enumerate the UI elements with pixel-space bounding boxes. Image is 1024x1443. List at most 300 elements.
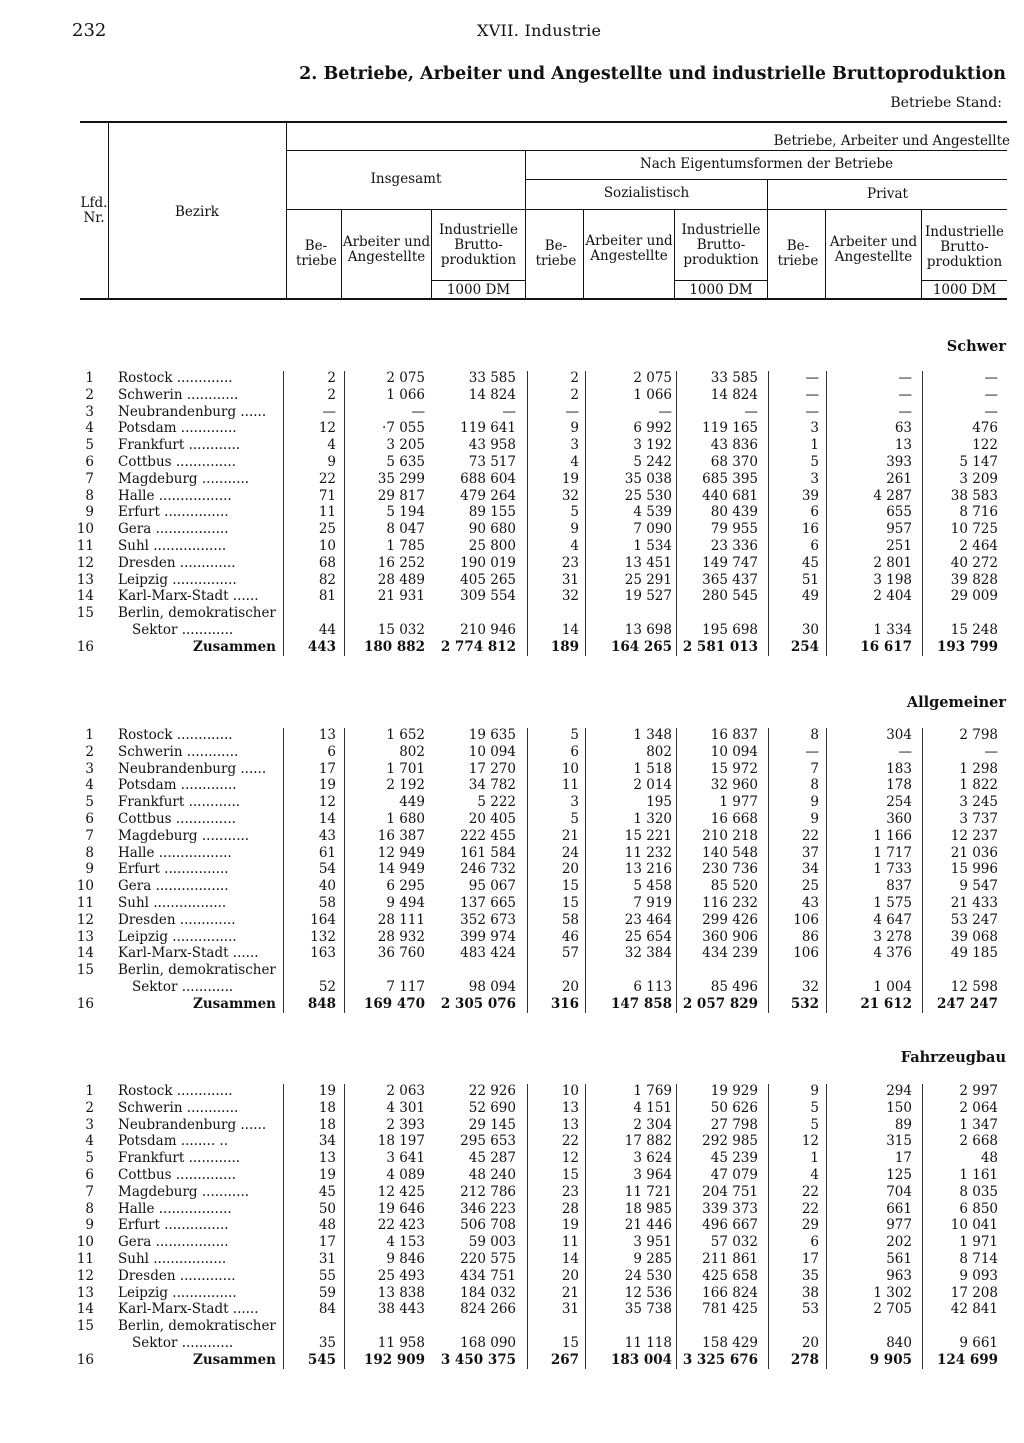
table-cell: 476 bbox=[972, 420, 998, 437]
table-cell: 53 247 bbox=[950, 911, 998, 928]
table-cell: 1 733 bbox=[873, 861, 912, 878]
table-cell: 163 bbox=[310, 945, 336, 962]
table-cell: 10 bbox=[318, 538, 336, 554]
header-produktion-3: Industrielle Brutto- produktion bbox=[924, 224, 1005, 270]
header-group: Betriebe, Arbeiter und Angestellte bbox=[773, 133, 1010, 149]
table-row bbox=[0, 1184, 1024, 1201]
table-cell: 2 064 bbox=[959, 1099, 998, 1116]
table-cell: 14 824 bbox=[710, 386, 758, 403]
row-bezirk: Erfurt ............... bbox=[118, 861, 229, 878]
table-cell: 43 bbox=[801, 895, 819, 911]
table-row bbox=[0, 437, 1024, 454]
table-cell: 781 425 bbox=[702, 1301, 758, 1318]
row-bezirk: Schwerin ............ bbox=[118, 1099, 239, 1116]
table-cell: 21 bbox=[561, 827, 579, 844]
row-bezirk: Potsdam ............. bbox=[118, 420, 237, 437]
row-number: 2 bbox=[85, 386, 94, 403]
row-number: 1 bbox=[85, 370, 94, 386]
table-row bbox=[0, 488, 1024, 505]
table-cell: 158 429 bbox=[702, 1335, 758, 1351]
table-cell: 5 458 bbox=[633, 878, 672, 895]
table-cell: 1 575 bbox=[873, 895, 912, 911]
table-cell: 11 721 bbox=[624, 1183, 672, 1200]
row-bezirk: Cottbus .............. bbox=[118, 811, 236, 827]
table-cell: 13 bbox=[894, 437, 912, 454]
chapter-title: XVII. Industrie bbox=[477, 21, 602, 40]
table-cell: 11 118 bbox=[624, 1335, 672, 1351]
table-cell: 24 bbox=[561, 844, 579, 861]
table-cell: 68 370 bbox=[710, 454, 758, 470]
row-number: 8 bbox=[85, 487, 94, 504]
table-cell: 18 bbox=[318, 1116, 336, 1133]
row-number: 4 bbox=[85, 777, 94, 794]
table-row bbox=[0, 588, 1024, 605]
table-cell: 17 bbox=[894, 1150, 912, 1167]
row-number: 8 bbox=[85, 1200, 94, 1217]
header-eigentum: Nach Eigentumsformen der Betriebe bbox=[639, 156, 894, 172]
row-number: 5 bbox=[85, 1150, 94, 1167]
table-cell: 13 216 bbox=[624, 861, 672, 878]
table-cell: 22 926 bbox=[468, 1083, 516, 1099]
header-produktion-2: Industrielle Brutto- produktion bbox=[681, 222, 761, 268]
row-bezirk: Schwerin ............ bbox=[118, 386, 239, 403]
vrule-3 bbox=[525, 150, 526, 299]
table-cell: 261 bbox=[886, 470, 912, 487]
table-cell: 68 bbox=[318, 554, 336, 571]
table-cell: 28 932 bbox=[377, 928, 425, 945]
row-number: 13 bbox=[76, 1284, 94, 1301]
table-cell: — bbox=[984, 386, 998, 403]
row-bezirk: Karl-Marx-Stadt ...... bbox=[118, 1301, 259, 1318]
table-row bbox=[0, 878, 1024, 895]
table-cell: 22 423 bbox=[377, 1217, 425, 1234]
table-cell: 6 bbox=[570, 743, 579, 760]
table-cell: 21 036 bbox=[950, 844, 998, 861]
table-cell: 147 858 bbox=[610, 995, 672, 1012]
table-cell: 309 554 bbox=[460, 588, 516, 605]
table-cell: 12 536 bbox=[624, 1284, 672, 1301]
table-cell: 19 646 bbox=[377, 1200, 425, 1217]
table-cell: 85 520 bbox=[710, 878, 758, 895]
row-number: 5 bbox=[85, 437, 94, 454]
table-cell: — bbox=[502, 403, 516, 420]
table-cell: 19 527 bbox=[624, 588, 672, 605]
table-cell: 15 248 bbox=[950, 622, 998, 638]
table-cell: 48 bbox=[980, 1150, 998, 1167]
table-row bbox=[0, 1201, 1024, 1218]
table-cell: 483 424 bbox=[460, 945, 516, 962]
column-rule bbox=[826, 728, 827, 1013]
table-cell: 2 063 bbox=[386, 1083, 425, 1099]
table-cell: 37 bbox=[801, 844, 819, 861]
table-row-label bbox=[0, 962, 1024, 979]
table-cell: 11 bbox=[561, 777, 579, 794]
table-cell: 19 929 bbox=[710, 1083, 758, 1099]
header-unit-2: 1000 DM bbox=[689, 282, 753, 298]
header-bezirk: Bezirk bbox=[175, 204, 219, 220]
row-number: 13 bbox=[76, 571, 94, 588]
table-cell: 6 bbox=[327, 743, 336, 760]
table-cell: 43 bbox=[318, 827, 336, 844]
rule-subcols bbox=[287, 209, 1007, 210]
table-cell: 212 786 bbox=[460, 1183, 516, 1200]
table-cell: 54 bbox=[318, 861, 336, 878]
table-cell: 6 992 bbox=[633, 420, 672, 437]
unit-rule-2 bbox=[674, 280, 767, 281]
table-cell: 22 bbox=[561, 1133, 579, 1150]
table-cell: 254 bbox=[790, 638, 819, 655]
table-cell: 3 450 375 bbox=[440, 1351, 516, 1368]
table-row bbox=[0, 420, 1024, 437]
table-cell: 89 155 bbox=[468, 504, 516, 521]
table-cell: 3 bbox=[570, 794, 579, 811]
row-number: 9 bbox=[85, 504, 94, 521]
table-cell: 2 bbox=[327, 370, 336, 386]
table-cell: 190 019 bbox=[460, 554, 516, 571]
table-cell: 9 547 bbox=[959, 878, 998, 895]
table-cell: 38 bbox=[801, 1284, 819, 1301]
table-cell: 1 348 bbox=[633, 727, 672, 743]
column-rule bbox=[768, 728, 769, 1013]
row-number: 4 bbox=[85, 420, 94, 437]
table-row bbox=[0, 387, 1024, 404]
table-cell: 9 bbox=[570, 420, 579, 437]
row-bezirk: Dresden ............. bbox=[118, 911, 236, 928]
table-cell: 89 bbox=[894, 1116, 912, 1133]
table-cell: 2 464 bbox=[959, 538, 998, 554]
vrule-2 bbox=[286, 121, 287, 299]
table-cell: 21 bbox=[561, 1284, 579, 1301]
table-cell: — bbox=[805, 743, 819, 760]
row-bezirk-cont: Sektor ............ bbox=[132, 1335, 234, 1351]
table-cell: 4 153 bbox=[386, 1234, 425, 1251]
row-number: 14 bbox=[76, 588, 94, 605]
table-cell: 49 185 bbox=[950, 945, 998, 962]
table-cell: 9 285 bbox=[633, 1251, 672, 1267]
table-cell: 1 701 bbox=[386, 760, 425, 777]
table-cell: 11 bbox=[318, 504, 336, 521]
row-number: 15 bbox=[76, 605, 94, 622]
table-cell: 33 585 bbox=[468, 370, 516, 386]
table-cell: 1 534 bbox=[633, 538, 672, 554]
table-row bbox=[0, 404, 1024, 421]
table-cell: 4 301 bbox=[386, 1099, 425, 1116]
table-cell: 21 931 bbox=[377, 588, 425, 605]
table-cell: 12 598 bbox=[950, 979, 998, 995]
column-rule bbox=[922, 371, 923, 656]
table-cell: 29 bbox=[801, 1217, 819, 1234]
row-number: 10 bbox=[76, 521, 94, 538]
table-cell: 31 bbox=[318, 1251, 336, 1267]
table-cell: 14 949 bbox=[377, 861, 425, 878]
table-cell: 25 bbox=[801, 878, 819, 895]
header-unit-1: 1000 DM bbox=[446, 282, 511, 298]
row-number: 14 bbox=[76, 945, 94, 962]
table-row bbox=[0, 912, 1024, 929]
table-cell: 2 997 bbox=[959, 1083, 998, 1099]
table-cell: 4 089 bbox=[386, 1167, 425, 1183]
table-cell: 19 bbox=[318, 1167, 336, 1183]
table-row bbox=[0, 895, 1024, 912]
table-cell: 1 066 bbox=[386, 386, 425, 403]
table-cell: 8 714 bbox=[959, 1251, 998, 1267]
column-rule bbox=[283, 728, 284, 1013]
table-row bbox=[0, 1150, 1024, 1167]
table-cell: — bbox=[658, 403, 672, 420]
column-rule bbox=[922, 1084, 923, 1369]
table-cell: 17 bbox=[318, 1234, 336, 1251]
table-cell: 9 bbox=[810, 794, 819, 811]
table-cell: — bbox=[805, 386, 819, 403]
table-cell: 204 751 bbox=[702, 1183, 758, 1200]
table-cell: 150 bbox=[886, 1099, 912, 1116]
table-cell: 195 698 bbox=[702, 622, 758, 638]
row-number: 3 bbox=[85, 1116, 94, 1133]
row-number: 16 bbox=[76, 638, 94, 655]
table-row-total bbox=[0, 1352, 1024, 1369]
table-cell: 9 093 bbox=[959, 1267, 998, 1284]
table-cell: 51 bbox=[801, 571, 819, 588]
table-row bbox=[0, 471, 1024, 488]
row-number: 2 bbox=[85, 1099, 94, 1116]
table-cell: 1 680 bbox=[386, 811, 425, 827]
table-cell: 184 032 bbox=[460, 1284, 516, 1301]
table-cell: 360 bbox=[886, 811, 912, 827]
table-cell: 9 bbox=[570, 521, 579, 538]
table-cell: 506 708 bbox=[460, 1217, 516, 1234]
row-number: 7 bbox=[85, 470, 94, 487]
row-number: 12 bbox=[76, 911, 94, 928]
table-cell: 13 bbox=[318, 727, 336, 743]
table-cell: 2 305 076 bbox=[440, 995, 516, 1012]
header-lfd-nr: Lfd. Nr. bbox=[80, 195, 108, 226]
column-rule bbox=[344, 371, 345, 656]
table-cell: 57 032 bbox=[710, 1234, 758, 1251]
table-cell: 1 320 bbox=[633, 811, 672, 827]
table-cell: 44 bbox=[318, 622, 336, 638]
table-cell: 315 bbox=[886, 1133, 912, 1150]
table-row bbox=[0, 828, 1024, 845]
table-cell: 4 bbox=[327, 437, 336, 454]
row-bezirk: Halle ................. bbox=[118, 1200, 232, 1217]
table-cell: 178 bbox=[886, 777, 912, 794]
table-cell: 1 971 bbox=[959, 1234, 998, 1251]
table-cell: 957 bbox=[886, 521, 912, 538]
row-bezirk: Leipzig ............... bbox=[118, 571, 237, 588]
table-cell: — bbox=[898, 370, 912, 386]
table-cell: 53 bbox=[801, 1301, 819, 1318]
table-row bbox=[0, 1335, 1024, 1352]
table-cell: 4 151 bbox=[633, 1099, 672, 1116]
row-bezirk: Halle ................. bbox=[118, 487, 232, 504]
table-cell: 8 716 bbox=[959, 504, 998, 521]
table-cell: 7 090 bbox=[633, 521, 672, 538]
table-cell: 39 828 bbox=[950, 571, 998, 588]
header-produktion-1: Industrielle Brutto- produktion bbox=[438, 222, 519, 268]
column-rule bbox=[676, 1084, 677, 1369]
row-number: 10 bbox=[76, 878, 94, 895]
table-cell: 220 575 bbox=[460, 1251, 516, 1267]
table-cell: 85 496 bbox=[710, 979, 758, 995]
table-cell: 3 192 bbox=[633, 437, 672, 454]
row-bezirk: Erfurt ............... bbox=[118, 504, 229, 521]
table-cell: — bbox=[984, 743, 998, 760]
section-title: Fahrzeugbau bbox=[900, 1049, 1006, 1066]
row-number: 16 bbox=[76, 1351, 94, 1368]
table-cell: 405 265 bbox=[460, 571, 516, 588]
table-cell: 12 bbox=[318, 794, 336, 811]
table-cell: 29 009 bbox=[950, 588, 998, 605]
table-cell: 5 bbox=[570, 504, 579, 521]
table-cell: 346 223 bbox=[460, 1200, 516, 1217]
row-number: 8 bbox=[85, 844, 94, 861]
table-cell: 1 769 bbox=[633, 1083, 672, 1099]
table-cell: 20 405 bbox=[468, 811, 516, 827]
table-cell: 58 bbox=[561, 911, 579, 928]
table-cell: 561 bbox=[886, 1251, 912, 1267]
table-cell: 655 bbox=[886, 504, 912, 521]
table-cell: 22 bbox=[318, 470, 336, 487]
table-cell: 43 836 bbox=[710, 437, 758, 454]
table-cell: 5 242 bbox=[633, 454, 672, 470]
table-cell: 848 bbox=[307, 995, 336, 1012]
table-cell: 12 425 bbox=[377, 1183, 425, 1200]
table-cell: 3 951 bbox=[633, 1234, 672, 1251]
table-cell: 20 bbox=[801, 1335, 819, 1351]
table-cell: 86 bbox=[801, 928, 819, 945]
row-bezirk: Gera ................. bbox=[118, 521, 229, 538]
table-cell: 21 433 bbox=[950, 895, 998, 911]
header-bottom-rule bbox=[80, 298, 1007, 300]
table-title: 2. Betriebe, Arbeiter und Angestellte und industrielle Bruttoproduktion bbox=[299, 64, 1006, 84]
table-cell: 2 581 013 bbox=[682, 638, 758, 655]
table-cell: 90 680 bbox=[468, 521, 516, 538]
row-bezirk: Cottbus .............. bbox=[118, 454, 236, 470]
table-cell: 2 801 bbox=[873, 554, 912, 571]
table-cell: 295 653 bbox=[460, 1133, 516, 1150]
table-row bbox=[0, 845, 1024, 862]
table-cell: 1 161 bbox=[959, 1167, 998, 1183]
row-number: 6 bbox=[85, 1167, 94, 1183]
table-cell: 1 302 bbox=[873, 1284, 912, 1301]
table-cell: 1 166 bbox=[873, 827, 912, 844]
table-cell: 434 239 bbox=[702, 945, 758, 962]
table-cell: 95 067 bbox=[468, 878, 516, 895]
table-cell: 84 bbox=[318, 1301, 336, 1318]
table-cell: 15 996 bbox=[950, 861, 998, 878]
table-row bbox=[0, 622, 1024, 639]
row-number: 12 bbox=[76, 1267, 94, 1284]
table-row bbox=[0, 1217, 1024, 1234]
table-cell: 304 bbox=[886, 727, 912, 743]
table-row bbox=[0, 811, 1024, 828]
table-cell: 125 bbox=[886, 1167, 912, 1183]
table-cell: — bbox=[411, 403, 425, 420]
table-row bbox=[0, 1083, 1024, 1100]
row-bezirk: Frankfurt ............ bbox=[118, 794, 241, 811]
section-title: Schwer bbox=[946, 338, 1006, 355]
table-cell: 2 304 bbox=[633, 1116, 672, 1133]
table-cell: 977 bbox=[886, 1217, 912, 1234]
table-cell: 124 699 bbox=[936, 1351, 998, 1368]
table-cell: 47 079 bbox=[710, 1167, 758, 1183]
row-number: 6 bbox=[85, 811, 94, 827]
table-cell: 20 bbox=[561, 1267, 579, 1284]
table-cell: 13 bbox=[561, 1099, 579, 1116]
table-cell: 434 751 bbox=[460, 1267, 516, 1284]
table-cell: 688 604 bbox=[460, 470, 516, 487]
row-bezirk: Magdeburg ........... bbox=[118, 1183, 250, 1200]
table-cell: 5 194 bbox=[386, 504, 425, 521]
table-cell: 140 548 bbox=[702, 844, 758, 861]
table-cell: 1 066 bbox=[633, 386, 672, 403]
header-betriebe-3: Be- triebe bbox=[777, 238, 819, 269]
table-cell: 20 bbox=[561, 861, 579, 878]
table-cell: 10 bbox=[561, 760, 579, 777]
table-cell: 10 725 bbox=[950, 521, 998, 538]
table-cell: 802 bbox=[399, 743, 425, 760]
table-cell: 106 bbox=[793, 945, 819, 962]
table-cell: 63 bbox=[894, 420, 912, 437]
table-cell: 122 bbox=[972, 437, 998, 454]
table-cell: 25 bbox=[318, 521, 336, 538]
table-cell: — bbox=[898, 386, 912, 403]
table-cell: 3 bbox=[810, 420, 819, 437]
table-cell: 28 489 bbox=[377, 571, 425, 588]
row-bezirk: Suhl ................. bbox=[118, 895, 227, 911]
table-cell: 55 bbox=[318, 1267, 336, 1284]
column-rule bbox=[527, 1084, 528, 1369]
row-bezirk: Berlin, demokratischer bbox=[118, 962, 276, 979]
row-number: 7 bbox=[85, 827, 94, 844]
table-cell: 11 958 bbox=[377, 1335, 425, 1351]
table-cell: 6 bbox=[810, 1234, 819, 1251]
row-number: 3 bbox=[85, 760, 94, 777]
table-cell: 32 bbox=[561, 588, 579, 605]
table-cell: 14 bbox=[561, 1251, 579, 1267]
row-number: 15 bbox=[76, 962, 94, 979]
table-cell: 246 732 bbox=[460, 861, 516, 878]
row-bezirk: Neubrandenburg ...... bbox=[118, 403, 267, 420]
row-number: 7 bbox=[85, 1183, 94, 1200]
table-cell: 339 373 bbox=[702, 1200, 758, 1217]
table-cell: 10 041 bbox=[950, 1217, 998, 1234]
table-cell: 49 bbox=[801, 588, 819, 605]
table-cell: 10 094 bbox=[710, 743, 758, 760]
table-cell: 9 bbox=[810, 811, 819, 827]
table-cell: 45 239 bbox=[710, 1150, 758, 1167]
table-cell: — bbox=[805, 370, 819, 386]
table-cell: 21 612 bbox=[860, 995, 912, 1012]
table-cell: 2 393 bbox=[386, 1116, 425, 1133]
table-cell: 61 bbox=[318, 844, 336, 861]
row-number: 5 bbox=[85, 794, 94, 811]
table-row bbox=[0, 1167, 1024, 1184]
table-cell: 14 824 bbox=[468, 386, 516, 403]
table-cell: 23 464 bbox=[624, 911, 672, 928]
row-bezirk: Rostock ............. bbox=[118, 1083, 233, 1099]
table-cell: 9 846 bbox=[386, 1251, 425, 1267]
row-bezirk: Dresden ............. bbox=[118, 554, 236, 571]
table-cell: 28 bbox=[561, 1200, 579, 1217]
table-cell: 132 bbox=[310, 928, 336, 945]
table-cell: 25 291 bbox=[624, 571, 672, 588]
row-bezirk: Berlin, demokratischer bbox=[118, 605, 276, 622]
row-number: 4 bbox=[85, 1133, 94, 1150]
row-bezirk: Berlin, demokratischer bbox=[118, 1318, 276, 1335]
table-cell: 3 964 bbox=[633, 1167, 672, 1183]
table-cell: 4 376 bbox=[873, 945, 912, 962]
